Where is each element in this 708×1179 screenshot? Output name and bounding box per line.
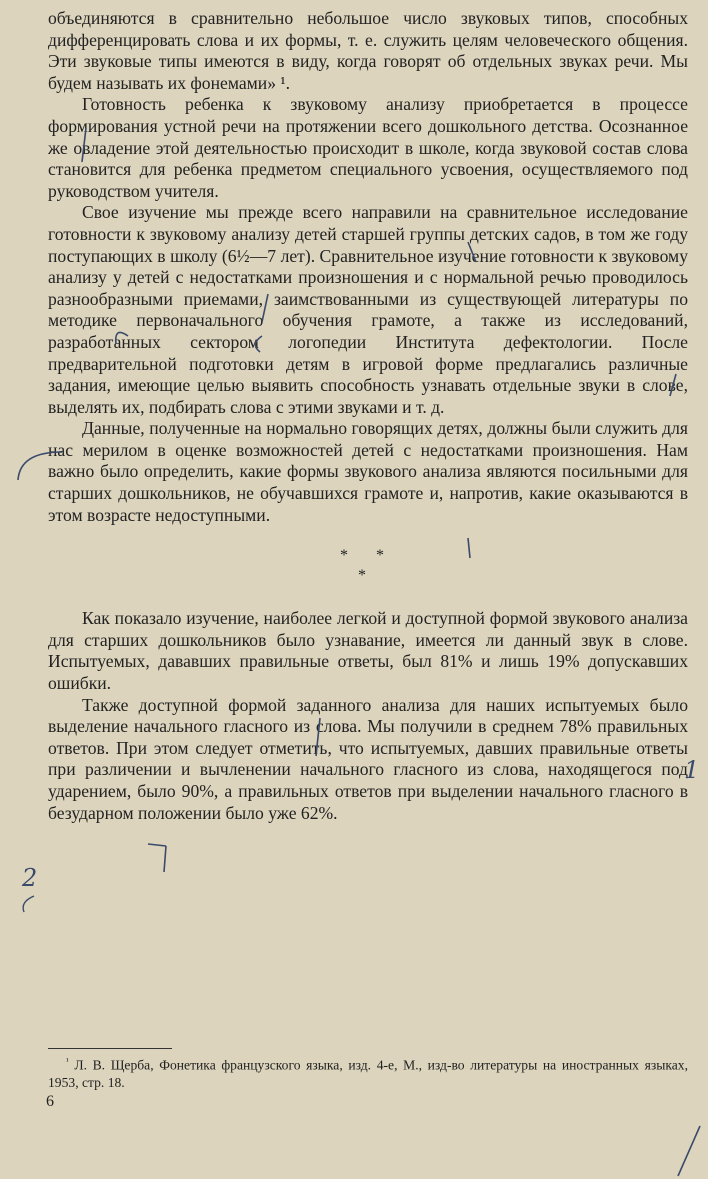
separator-top: * * [340,547,396,565]
bracket-mark [82,128,86,162]
margin-number-left: 2 [22,864,38,892]
margin-stroke [678,1126,700,1176]
paragraph-2: Готовность ребенка к звуковому анализу приобретается в процессе формирования устной речи на протяжении всего дошкольного детства. Осознанное же овладение этой деятельностью происходит в школе, когда звуковой состав слова становится для ребенка предметом специального усвоения, осуществляемого под руководством учителя. [48,94,688,201]
separator-bottom: * [358,567,378,585]
margin-number-right: 1 [684,756,700,784]
bracket-mark [116,332,128,344]
paragraph-1: объединяются в сравнительно небольшое число звуковых типов, способных дифференцировать слова и их формы, т. е. служить целям человеческого общения. Эти звуковые типы имеются в виду, когда говорят об отдельных звуках речи. Мы будем называть их фонемами» ¹. [48,8,688,93]
paragraph-4: Данные, полученные на нормально говорящих детях, должны были служить для нас мерилом в оценке возможностей детей с недостатками произношения. Нам важно было определить, какие формы звукового анализа являются посильными для старших дошкольников, не обучавшихся грамоте и, напротив, какие оказываются в этом возрасте недоступными. [48,418,688,525]
bracket-mark [468,242,476,262]
bracket-mark [262,294,268,322]
bracket-mark [255,336,262,352]
paragraph-6: Также доступной формой заданного анализа для наших испытуемых было выделение начального гласного из слова. Мы получили в среднем 78% правильных ответов. При этом следует отметить, что испытуемых, давших правильные ответы при различении и вычленении начального гласного из слова, находящегося под ударением, было 90%, а правильных ответов при выделении начального гласного в безударном положении было уже 62%. [48,694,688,823]
footnote-text: Л. В. Щерба, Фонетика французского языка, изд. 4-е, М., изд-во литературы на иностранных языках, 1953, стр. 18. [48,1057,688,1090]
footnote-mark: ¹ [66,1056,69,1066]
bracket-mark [164,846,166,872]
bracket-mark [670,374,676,396]
bracket-mark [18,452,62,480]
paragraph-5: Как показало изучение, наиболее легкой и доступной формой звукового анализа для старших дошкольников было узнавание, имеется ли данный звук в слове. Испытуемых, дававших правильные ответы, был 81% и лишь 19% допускавших ошибки. [48,608,688,694]
page-number: 6 [46,1093,54,1110]
paragraph-3: Свое изучение мы прежде всего направили на сравнительное исследование готовности к звуковому анализу детей старшей группы детских садов, в том же году поступающих в школу (6½—7 лет). Сравнительное изучение готовности к звуковому анализу у детей с недостатками произношения и с нормальной речью проводилось разнообразными приемами, заимствованными из существующей литературы по методике первоначального обучения грамоте, а также из исследований, разработанных сектором логопедии Института дефектологии. После предварительной подготовки детям в игровой форме предлагались различные задания, имеющие целью выявить способность узнавать отдельные звуки в слове, выделять их, подбирать слова с этими звуками и т. д. [48,202,688,417]
bracket-mark [316,718,320,756]
bracket-mark [468,538,470,558]
bracket-mark [148,844,166,846]
margin-scribble [23,896,34,912]
